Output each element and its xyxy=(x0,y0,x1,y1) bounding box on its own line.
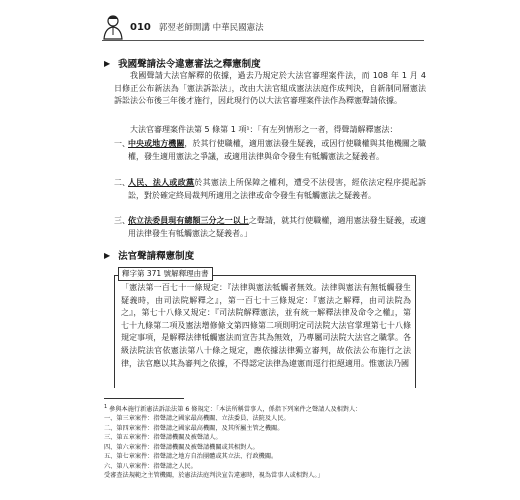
section-heading-2 xyxy=(104,248,194,262)
paragraph-intro: 我國聲請大法官解釋的依據，過去乃規定於大法官審理案件法，而 108 年 1 月 4 日修正公布新法為「憲法訴訟法」，改由大法官組成憲法法庭作成判決，自新制同層憲法訴訟法公布後三年後才施行，因此現行仍以大法官審理案件法作為釋憲聲請依據。 xyxy=(114,71,426,105)
footnote-mark: 1 xyxy=(104,404,108,410)
section-heading-1 xyxy=(104,56,261,70)
quote-box-label: 釋字第 371 號解釋理由書 xyxy=(118,267,213,281)
list-item xyxy=(114,138,426,163)
section-title-2: 法官聲請釋憲制度 xyxy=(118,251,195,262)
list-item-emphasis: 中央或地方機關 xyxy=(128,139,185,148)
footnote xyxy=(104,403,424,480)
list-item xyxy=(114,177,426,202)
footnote-line: 受審查法規範之主管機關，於憲法法庭判決宣告違憲時，視為當事人或相對人。」 xyxy=(104,471,324,479)
quote-box-text: 「憲法第一百七十一條規定：『法律與憲法牴觸者無效。法律與憲法有無牴觸發生疑義時，由司法院解釋之』，第一百七十三條規定：『憲法之解釋，由司法院為之』，第七十八條又規定：『司法院解釋憲法，並有統一解釋法律及命令之權』，第七十九條第二項及憲法增修條文第四條第二項則明定司法院大法官掌理第七十八條規定事項，是解釋法律牴觸憲法而宣告其為無效，乃專屬司法院大法官之職掌。各級法院法官依憲法第八十條之規定，應依據法律獨立審判，故依法公布施行之法律，法官應以其為審判之依據，不得認定法律為違憲而逕行拒絕適用。惟憲法乃國 xyxy=(121,283,411,368)
list-item-text: ，於其行使職權，適用憲法發生疑義，或因行使職權與其他機關之職權，發生適用憲法之爭議，或適用法律與命令發生有牴觸憲法之疑義者。 xyxy=(128,139,426,161)
list-item-emphasis: 依立法委員現有總額三分之一以上 xyxy=(128,216,249,225)
triangle-bullet-icon: ▶ xyxy=(104,58,111,68)
author-avatar-icon xyxy=(102,14,124,40)
footnote-line: 五、第七章案件：指聲請之地方自治團體或其立法、行政機關。 xyxy=(104,453,278,461)
list-item-emphasis: 人民、法人或政黨 xyxy=(128,178,195,187)
section-title-1: 我國聲請法令違憲審法之釋憲制度 xyxy=(118,59,261,70)
page-header xyxy=(102,16,264,38)
list-item-number: 一、 xyxy=(114,139,130,148)
footnote-rule xyxy=(104,398,184,399)
paragraph-article: 大法官審理案件法第 5 條第 1 項¹：「有左列情形之一者，得聲請解釋憲法： xyxy=(130,125,398,134)
list-item-number: 二、 xyxy=(114,178,130,187)
footnote-line: 六、第八章案件：指聲請之人民。 xyxy=(104,462,197,470)
list-item-text: 之聲請，就其行使職權，適用憲法發生疑義，或適用法律發生有牴觸憲法之疑義者。」 xyxy=(128,216,427,238)
footnote-line: 一、第三章案件：指聲請之國家最高機關、立法委員、法院及人民。 xyxy=(104,415,290,423)
list-item-text: 於其憲法上所保障之權利，遭受不法侵害，經依法定程序提起訴訟，對於確定終局裁判所適用之法律或命令發生有牴觸憲法之疑義者。 xyxy=(128,178,427,200)
list-item xyxy=(114,215,426,240)
header-rule xyxy=(102,40,424,41)
footnote-line: 二、第四章案件：指聲請之國家最高機關，及其所屬主管之機關。 xyxy=(104,424,284,432)
footnote-line: $^1$ 參與本施行新憲法訴訟法第 6 條規定：「本法所稱當事人，係指下列案件之聲請人及相對人： xyxy=(104,404,362,414)
running-title: 郭翌老師開講 中華民國憲法 xyxy=(158,23,264,33)
page-number: 010 xyxy=(130,21,151,33)
list-item-number: 三、 xyxy=(114,216,130,225)
triangle-bullet-icon: ▶ xyxy=(104,250,111,260)
footnote-line: 三、第五章案件：指聲請機關及被聲請人。 xyxy=(104,434,222,442)
footnote-line: 四、第六章案件：指聲請機關及被聲請機關或其相對人。 xyxy=(104,443,259,451)
